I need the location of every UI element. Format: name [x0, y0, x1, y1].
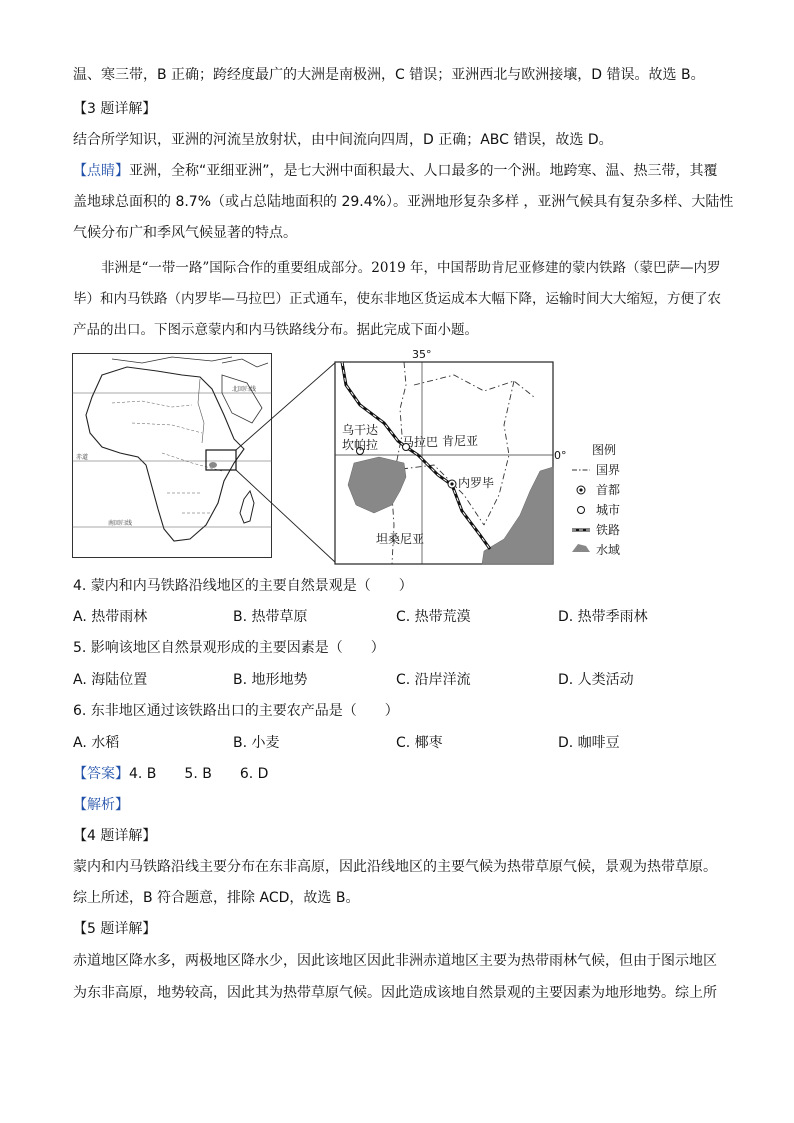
legend-title: 图例 — [592, 443, 617, 457]
text-line: 气候分布广和季风气候显著的特点。 — [73, 225, 297, 241]
answer-text: 4. B 5. B 6. D — [129, 766, 269, 782]
q5-option-d[interactable]: D. 人类活动 — [558, 672, 634, 688]
answer-line — [73, 764, 268, 784]
q6-option-b[interactable]: B. 小麦 — [233, 735, 280, 751]
malaba-label: 马拉巴 — [402, 435, 439, 449]
text-line: 为东非高原，地势较高，因此其为热带草原气候。因此造成该地自然景观的主要因素为地形地势。综上所 — [73, 985, 717, 1001]
kampala-label: 坎帕拉 — [342, 438, 379, 452]
text-line: 蒙内和内马铁路沿线主要分布在东非高原，因此沿线地区的主要气候为热带草原气候，景观为热带草原。 — [73, 859, 717, 875]
legend-border: 国界 — [596, 463, 621, 477]
legend-rail: 铁路 — [596, 523, 621, 537]
text-line: 赤道地区降水多，两极地区降水少，因此该地区因此非洲赤道地区主要为热带雨林气候，但由于图示地区 — [73, 953, 717, 969]
q5-option-c[interactable]: C. 沿岸洋流 — [396, 672, 471, 688]
analysis-label: 【解析】 — [73, 797, 129, 813]
tip-text: 亚洲，全称“亚细亚洲”，是七大洲中面积最大、人口最多的一个洲。地跨寒、温、热三带，其覆 — [129, 163, 718, 179]
south-tropic-label: 南回归线 — [108, 520, 133, 527]
q5-option-b[interactable]: B. 地形地势 — [233, 672, 308, 688]
question-intro: 非洲是“一带一路”国际合作的重要组成部分。2019 年，中国帮助肯尼亚修建的蒙内铁路（蒙巴萨—内罗毕）和内马铁路（内罗毕—马拉巴）正式通车，使东非地区货运成本大幅下降，运输时间大大缩短，方便了农产品的出口。下图示意蒙内和内马铁路线分布。据此完成下面小题。 — [73, 260, 721, 338]
question-6-stem: 6. 东非地区通过该铁路出口的主要农产品是（ ） — [73, 703, 399, 719]
q4-option-a[interactable]: A. 热带雨林 — [73, 609, 148, 625]
q6-option-d[interactable]: D. 咖啡豆 — [558, 735, 620, 751]
north-tropic-label: 北回归线 — [232, 386, 257, 393]
tip-label: 【点睛】 — [73, 163, 129, 179]
q6-option-c[interactable]: C. 椰枣 — [396, 735, 443, 751]
legend-water: 水域 — [596, 543, 621, 557]
section-heading: 【4 题详解】 — [73, 828, 157, 844]
q4-option-b[interactable]: B. 热带草原 — [233, 609, 308, 625]
section-heading: 【5 题详解】 — [73, 921, 157, 937]
nairobi-label: 内罗毕 — [458, 476, 495, 490]
legend-capital: 首都 — [596, 483, 621, 497]
map-legend — [566, 440, 666, 560]
text-line: 盖地球总面积的 8.7%（或占总陆地面积的 29.4%）。亚洲地形复杂多样 ，亚洲气候具有复杂多样、大陆性 — [73, 194, 734, 210]
legend-city: 城市 — [596, 503, 621, 517]
q6-option-a[interactable]: A. 水稻 — [73, 735, 120, 751]
text-line: 温、寒三带，B 正确；跨经度最广的大洲是南极洲，C 错误；亚洲西北与欧洲接壤，D 错误。故选 B。 — [73, 67, 705, 83]
uganda-label: 乌干达 — [342, 423, 379, 437]
question-5-stem: 5. 影响该地区自然景观形成的主要因素是（ ） — [73, 640, 385, 656]
kenya-railway-map — [334, 345, 567, 567]
equator-label: 赤道 — [76, 454, 89, 461]
kenya-label: 肯尼亚 — [442, 434, 479, 448]
latitude-label: 0° — [554, 449, 567, 462]
inset-connector — [230, 360, 340, 565]
section-heading: 【3 题详解】 — [73, 101, 157, 117]
text-line: 结合所学知识，亚洲的河流呈放射状，由中间流向四周，D 正确；ABC 错误，故选 D。 — [73, 132, 613, 148]
tanzania-label: 坦桑尼亚 — [376, 532, 425, 546]
q5-option-a[interactable]: A. 海陆位置 — [73, 672, 148, 688]
tip-paragraph — [73, 161, 718, 181]
q4-option-c[interactable]: C. 热带荒漠 — [396, 609, 471, 625]
question-4-stem: 4. 蒙内和内马铁路沿线地区的主要自然景观是（ ） — [73, 578, 413, 594]
longitude-label: 35° — [412, 348, 432, 361]
answer-label: 【答案】 — [73, 766, 129, 782]
text-line: 综上所述，B 符合题意，排除 ACD，故选 B。 — [73, 890, 360, 906]
q4-option-d[interactable]: D. 热带季雨林 — [558, 609, 648, 625]
